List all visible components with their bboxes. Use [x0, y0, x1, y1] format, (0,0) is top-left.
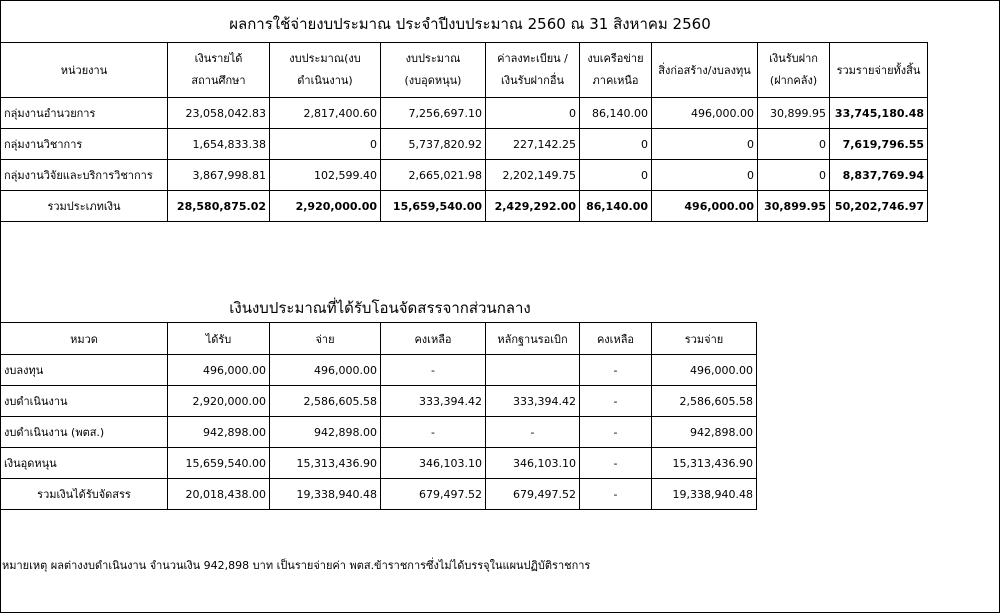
total-cell: 496,000.00	[652, 191, 758, 222]
value-cell: 2,202,149.75	[486, 160, 580, 191]
header-cell: ได้รับ	[168, 323, 270, 355]
value-cell: 0	[758, 160, 830, 191]
value-cell: 346,103.10	[486, 448, 580, 479]
row-label: งบดำเนินงาน (พตส.)	[1, 417, 168, 448]
value-cell: 942,898.00	[168, 417, 270, 448]
table-row	[1, 417, 757, 448]
total-cell: 15,659,540.00	[381, 191, 486, 222]
budget-usage-table	[0, 42, 928, 222]
value-cell: 942,898.00	[270, 417, 381, 448]
row-total-cell: 7,619,796.55	[830, 129, 928, 160]
table2-title: เงินงบประมาณที่ได้รับโอนจัดสรรจากส่วนกลาง	[229, 299, 531, 317]
table1-title: ผลการใช้จ่ายงบประมาณ ประจำปีงบประมาณ 2560 ณ 31 สิงหาคม 2560	[229, 15, 711, 33]
row-total-cell: 8,837,769.94	[830, 160, 928, 191]
allocation-table	[0, 322, 757, 510]
value-cell: 496,000.00	[652, 98, 758, 129]
header-cell: คงเหลือ	[580, 323, 652, 355]
value-cell: 0	[652, 129, 758, 160]
value-cell: -	[486, 417, 580, 448]
value-cell: 15,313,436.90	[270, 448, 381, 479]
total-cell: 679,497.52	[486, 479, 580, 510]
value-cell: 346,103.10	[381, 448, 486, 479]
header-cell: จ่าย	[270, 323, 381, 355]
total-cell: 86,140.00	[580, 191, 652, 222]
header-cell: งบเครือข่าย ภาคเหนือ	[580, 43, 652, 98]
header-cell: งบประมาณ(งบ ดำเนินงาน)	[270, 43, 381, 98]
total-cell: 30,899.95	[758, 191, 830, 222]
value-cell: 3,867,998.81	[168, 160, 270, 191]
value-cell: 0	[486, 98, 580, 129]
value-cell: 2,586,605.58	[270, 386, 381, 417]
row-label: งบดำเนินงาน	[1, 386, 168, 417]
table2-header-row	[1, 323, 757, 355]
grand-total-cell: 50,202,746.97	[830, 191, 928, 222]
value-cell: 86,140.00	[580, 98, 652, 129]
value-cell: 7,256,697.10	[381, 98, 486, 129]
table2-total-row	[1, 479, 757, 510]
header-cell: รวมจ่าย	[652, 323, 757, 355]
header-cell: ค่าลงทะเบียน / เงินรับฝากอื่น	[486, 43, 580, 98]
header-cell: รวมรายจ่ายทั้งสิ้น	[830, 43, 928, 98]
row-label: งบลงทุน	[1, 355, 168, 386]
table-row	[1, 98, 928, 129]
value-cell: 333,394.42	[381, 386, 486, 417]
value-cell: 227,142.25	[486, 129, 580, 160]
value-cell: 1,654,833.38	[168, 129, 270, 160]
header-cell: เงินรับฝาก (ฝากคลัง)	[758, 43, 830, 98]
value-cell: 0	[580, 129, 652, 160]
value-cell: 2,665,021.98	[381, 160, 486, 191]
value-cell: 333,394.42	[486, 386, 580, 417]
total-cell: 20,018,438.00	[168, 479, 270, 510]
table1-header-row	[1, 43, 928, 98]
table-row	[1, 160, 928, 191]
header-cell: หน่วยงาน	[1, 43, 168, 98]
value-cell: 0	[580, 160, 652, 191]
table1-total-row	[1, 191, 928, 222]
value-cell: 942,898.00	[652, 417, 757, 448]
total-cell: 2,920,000.00	[270, 191, 381, 222]
value-cell: 496,000.00	[168, 355, 270, 386]
value-cell: 2,920,000.00	[168, 386, 270, 417]
header-cell: เงินรายได้ สถานศึกษา	[168, 43, 270, 98]
header-cell: งบประมาณ (งบอุดหนุน)	[381, 43, 486, 98]
total-cell: 19,338,940.48	[270, 479, 381, 510]
value-cell: 102,599.40	[270, 160, 381, 191]
value-cell: -	[580, 417, 652, 448]
value-cell: 496,000.00	[270, 355, 381, 386]
total-label: รวมเงินได้รับจัดสรร	[1, 479, 168, 510]
total-label: รวมประเภทเงิน	[1, 191, 168, 222]
table-row	[1, 386, 757, 417]
value-cell: 15,313,436.90	[652, 448, 757, 479]
table-row	[1, 355, 757, 386]
value-cell: 30,899.95	[758, 98, 830, 129]
header-cell: หมวด	[1, 323, 168, 355]
header-cell: คงเหลือ	[381, 323, 486, 355]
total-cell: 28,580,875.02	[168, 191, 270, 222]
footnote: หมายเหตุ ผลต่างงบดำเนินงาน จำนวนเงิน 942,898 บาท เป็นรายจ่ายค่า พตส.ข้าราชการซึ่งไม่ได้บรรจุในแผนปฏิบัติราชการ	[2, 559, 591, 572]
row-label: กลุ่มงานวิชาการ	[1, 129, 168, 160]
table-row	[1, 448, 757, 479]
row-total-cell: 33,745,180.48	[830, 98, 928, 129]
header-cell: สิ่งก่อสร้าง/งบลงทุน	[652, 43, 758, 98]
value-cell: -	[381, 355, 486, 386]
row-label: กลุ่มงานอำนวยการ	[1, 98, 168, 129]
row-label: กลุ่มงานวิจัยและบริการวิชาการ	[1, 160, 168, 191]
value-cell: -	[381, 417, 486, 448]
total-cell: -	[580, 479, 652, 510]
value-cell: 2,586,605.58	[652, 386, 757, 417]
value-cell: 5,737,820.92	[381, 129, 486, 160]
table-row	[1, 129, 928, 160]
value-cell: 0	[758, 129, 830, 160]
value-cell: 496,000.00	[652, 355, 757, 386]
value-cell: 15,659,540.00	[168, 448, 270, 479]
value-cell: 0	[652, 160, 758, 191]
total-cell: 679,497.52	[381, 479, 486, 510]
value-cell: 23,058,042.83	[168, 98, 270, 129]
total-cell: 2,429,292.00	[486, 191, 580, 222]
value-cell: -	[580, 448, 652, 479]
value-cell: 2,817,400.60	[270, 98, 381, 129]
value-cell: 0	[270, 129, 381, 160]
header-cell: หลักฐานรอเบิก	[486, 323, 580, 355]
value-cell: -	[580, 355, 652, 386]
total-cell: 19,338,940.48	[652, 479, 757, 510]
value-cell	[486, 355, 580, 386]
row-label: เงินอุดหนุน	[1, 448, 168, 479]
value-cell: -	[580, 386, 652, 417]
